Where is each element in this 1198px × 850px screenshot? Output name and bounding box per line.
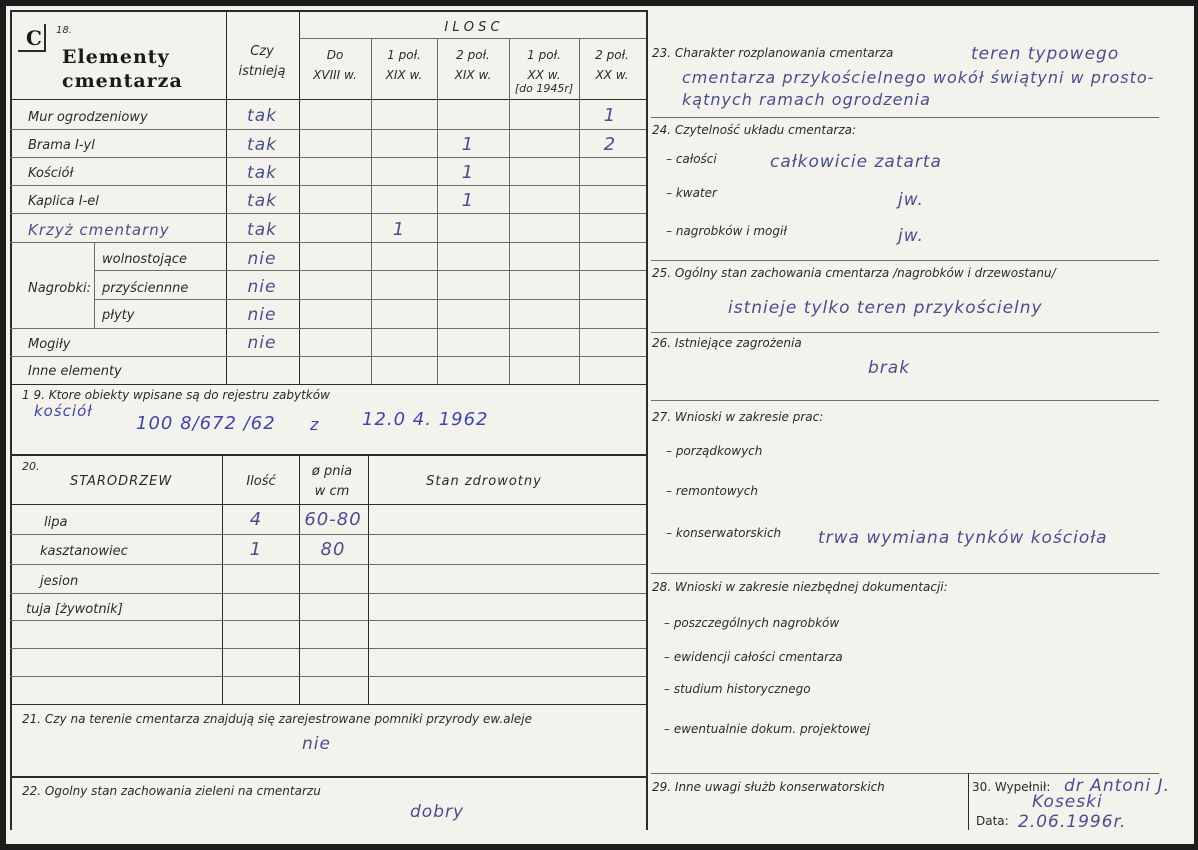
register-z: z: [310, 415, 320, 434]
section-30-label: 30. Wypełnił:: [972, 780, 1051, 794]
section-25-label: 25. Ogólny stan zachowania cmentarza /nagrobków i drzewostanu/: [652, 266, 1056, 280]
exists-krzyz: tak: [247, 220, 277, 240]
section-23-value1: teren typowego: [971, 44, 1120, 64]
exists-kosciol: tak: [247, 163, 277, 183]
exists-przyscienne: nie: [247, 277, 277, 297]
legibility-nagrobkow-label: – nagrobków i mogił: [666, 224, 787, 238]
elements-title-line1: Elementy: [62, 46, 170, 68]
section-27-label: 27. Wnioski w zakresie prac:: [652, 410, 824, 424]
period-3-line2: XIX w.: [454, 68, 492, 82]
exists-mogily: nie: [247, 333, 277, 353]
date-label: Data:: [976, 814, 1009, 828]
tree-qty-kasztanowiec: 1: [249, 539, 263, 560]
doc-ewidencji: – ewidencji całości cmentarza: [664, 650, 843, 664]
author-line1: dr Antoni J.: [1064, 776, 1170, 796]
tree-health-header: Stan zdrowotny: [426, 474, 542, 489]
element-label-kosciol: Kościół: [28, 166, 74, 181]
tree-name-tuja: tuja [żywotnik]: [26, 602, 123, 617]
section-22-value: dobry: [410, 802, 465, 822]
period-1-line1: Do: [326, 48, 344, 62]
legibility-kwater-label: – kwater: [666, 186, 717, 200]
doc-studium: – studium historycznego: [664, 682, 811, 696]
exists-wolnostojace: nie: [247, 249, 277, 269]
section-28-label: 28. Wnioski w zakresie niezbędnej dokumentacji:: [652, 580, 948, 594]
tree-name-jesion: jesion: [40, 574, 79, 589]
fill-date: 2.06.1996r.: [1018, 812, 1127, 832]
period-5-line1: 2 poł.: [595, 48, 629, 62]
register-number: 100 8/672 /62: [136, 413, 276, 434]
section-23-value2: cmentarza przykościelnego wokół świątyni w prosto-: [682, 68, 1155, 87]
section-21-value: nie: [302, 734, 331, 754]
period-1-line2: XVIII w.: [313, 68, 357, 82]
period-4-line1: 1 poł.: [527, 48, 561, 62]
tree-qty-header: Ilość: [246, 474, 276, 489]
element-label-krzyz: Krzyż cmentarny: [28, 221, 170, 239]
doc-ewentualnie: – ewentualnie dokum. projektowej: [664, 722, 871, 736]
doc-poszczegolnych: – poszczególnych nagrobków: [664, 616, 840, 630]
element-label-brama: Brama I-yl: [28, 138, 95, 153]
period-3-line1: 2 poł.: [456, 48, 490, 62]
col-exists-line1: Czy: [250, 44, 274, 59]
works-konserwatorskich-value: trwa wymiana tynków kościoła: [818, 528, 1108, 548]
section-18-number: 18.: [56, 25, 72, 36]
period-4-line2: XX w.: [527, 68, 561, 82]
tree-dia-kasztanowiec: 80: [320, 539, 346, 560]
period-2-line2: XIX w.: [385, 68, 423, 82]
tree-dia-header-line1: ø pnia: [311, 464, 353, 479]
card-letter: C: [26, 26, 43, 50]
exists-brama: tak: [247, 135, 277, 155]
exists-plyty: nie: [247, 305, 277, 325]
section-25-value: istnieje tylko teren przykościelny: [728, 298, 1043, 318]
count-brama-p3: 1: [461, 134, 475, 155]
element-label-plyty: płyty: [102, 308, 135, 323]
element-label-inne: Inne elementy: [28, 364, 122, 379]
count-kosciol-p3: 1: [461, 162, 475, 183]
period-4-line3: [do 1945r]: [514, 82, 574, 95]
section-19-label: 1 9. Ktore obiekty wpisane są do rejestru zabytków: [22, 388, 330, 402]
legibility-nagrobkow-value: jw.: [898, 226, 924, 246]
col-exists-line2: istnieją: [238, 64, 286, 79]
legibility-calosci-label: – całości: [666, 152, 717, 166]
element-label-przyscienne: przyściennne: [102, 281, 189, 296]
section-29-label: 29. Inne uwagi służb konserwatorskich: [652, 780, 885, 794]
section-21-label: 21. Czy na terenie cmentarza znajdują się zarejestrowane pomniki przyrody ew.aleje: [22, 712, 533, 726]
section-24-label: 24. Czytelność układu cmentarza:: [652, 123, 857, 137]
tree-name-kasztanowiec: kasztanowiec: [40, 544, 128, 559]
tree-name-lipa: lipa: [44, 515, 68, 530]
exists-mur: tak: [247, 106, 277, 126]
legibility-kwater-value: jw.: [898, 190, 924, 210]
element-label-mur: Mur ogrodzeniowy: [28, 110, 148, 125]
works-porzadkowych: – porządkowych: [666, 444, 763, 458]
tree-dia-header-line2: w cm: [314, 484, 350, 499]
section-26-label: 26. Istniejące zagrożenia: [652, 336, 802, 350]
element-label-mogily: Mogiły: [28, 337, 71, 352]
section-26-value: brak: [868, 358, 911, 378]
nagrobki-label: Nagrobki:: [28, 281, 92, 296]
exists-kaplica: tak: [247, 191, 277, 211]
element-label-wolnostojace: wolnostojące: [102, 252, 187, 267]
works-konserwatorskich: – konserwatorskich: [666, 526, 782, 540]
tree-qty-lipa: 4: [249, 509, 263, 530]
count-kaplica-p3: 1: [461, 190, 475, 211]
section-23-label: 23. Charakter rozplanowania cmentarza: [652, 46, 894, 60]
period-5-line2: XX w.: [595, 68, 629, 82]
section-20-number: 20.: [22, 460, 40, 473]
starodrzew-header: STARODRZEW: [70, 474, 173, 489]
count-brama-p5: 2: [603, 134, 617, 155]
elements-title-line2: cmentarza: [62, 70, 183, 92]
section-23-value3: kątnych ramach ogrodzenia: [682, 90, 931, 109]
count-mur-p5: 1: [603, 105, 617, 126]
tree-dia-lipa: 60-80: [304, 509, 362, 530]
register-date: 12.0 4. 1962: [362, 409, 489, 430]
count-krzyz-p2: 1: [392, 219, 406, 240]
section-22-label: 22. Ogolny stan zachowania zieleni na cmentarzu: [22, 784, 321, 798]
period-2-line1: 1 poł.: [387, 48, 421, 62]
register-object: kościół: [34, 402, 93, 420]
ilosc-header: I L O S C: [444, 20, 500, 35]
legibility-calosci-value: całkowicie zatarta: [770, 152, 942, 172]
inventory-card: [6, 6, 1194, 844]
element-label-kaplica: Kaplica I-el: [28, 194, 99, 209]
works-remontowych: – remontowych: [666, 484, 758, 498]
author-line2: Koseski: [1032, 792, 1103, 812]
